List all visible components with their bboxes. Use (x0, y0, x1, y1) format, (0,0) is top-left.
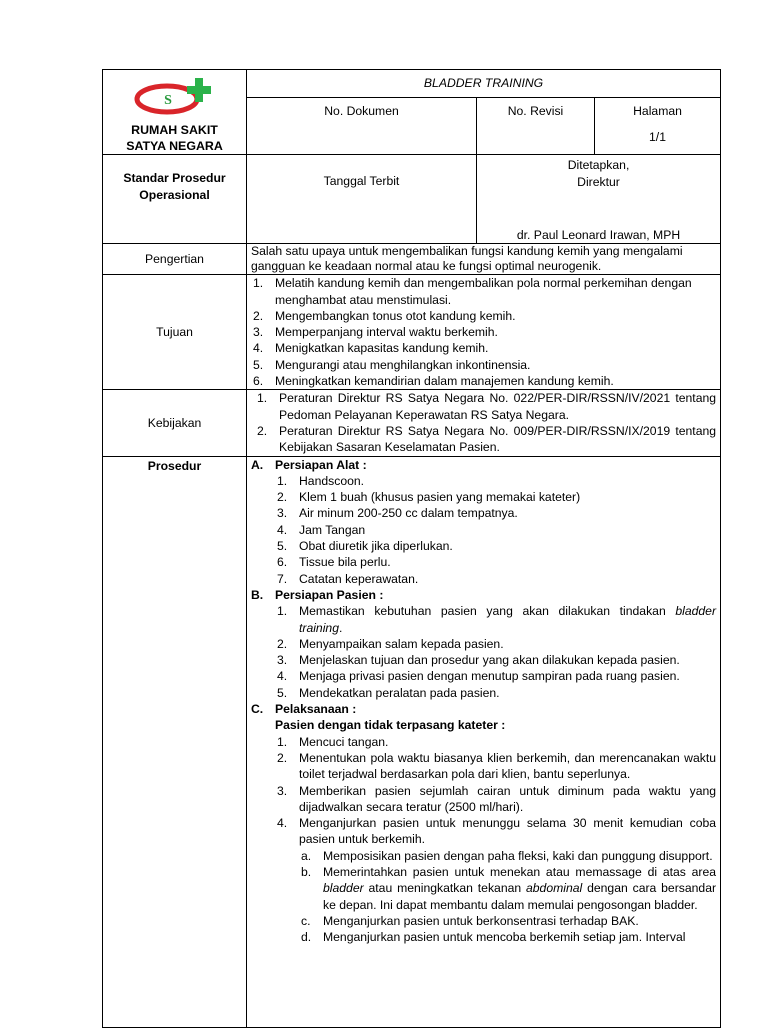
no-dokumen-label: No. Dokumen (324, 104, 399, 119)
section-c-list (251, 734, 716, 946)
hospital-cell (103, 70, 247, 155)
list-item: 3. Menjelaskan tujuan dan prosedur yang akan dilakukan kepada pasien. (277, 653, 680, 668)
list-item: 6. Tissue bila perlu. (277, 555, 391, 570)
list-item: a. Memposisikan pasien dengan paha fleksi, kaki dan punggung disupport. (301, 848, 713, 863)
section-c-sublist (299, 848, 716, 946)
list-item: 2. Klem 1 buah (khusus pasien yang memakai kateter) (277, 490, 581, 505)
prosedur-label: Prosedur (103, 456, 247, 1027)
no-dokumen-cell (247, 98, 477, 155)
list-item: 6. Meningkatkan kemandirian dalam manajemen kandung kemih. (253, 374, 614, 389)
hospital-name-line1: RUMAH SAKIT (131, 123, 218, 138)
direktur-label: Direktur (577, 174, 620, 189)
list-item: 4. Jam Tangan (277, 522, 366, 537)
list-item: 4. Menigkatkan kapasitas kandung kemih. (253, 341, 489, 356)
list-item: 3. Air minum 200-250 cc dalam tempatnya. (277, 506, 518, 521)
halaman-value: 1/1 (649, 130, 666, 145)
halaman-cell (595, 98, 721, 155)
tujuan-list (251, 275, 716, 389)
section-b-list (251, 603, 716, 701)
section-c-subtitle: Pasien dengan tidak terpasang kateter : (275, 718, 506, 733)
spo-line1: Standar Prosedur (123, 171, 226, 186)
list-item: 1. Handscoon. (277, 473, 365, 488)
list-item: 5. Mendekatkan peralatan pada pasien. (277, 685, 500, 700)
list-item: 1. Peraturan Direktur RS Satya Negara No. 022/PER-DIR/RSSN/IV/2021 tentang Pedoman Pelayanan Keperawatan RS Satya Negara. (257, 391, 717, 422)
list-item: 7. Catatan keperawatan. (277, 571, 419, 586)
list-item: 4. Menjaga privasi pasien dengan menutup sampiran pada ruang pasien. (277, 669, 680, 684)
list-item: 3. Memberikan pasien sejumlah cairan untuk diminum pada waktu yang dijadwalkan secara teratur (2500 ml/hari). (277, 783, 717, 814)
ditetapkan-label: Ditetapkan, (567, 158, 630, 173)
sop-table (102, 69, 721, 1028)
list-item: 5. Obat diuretik jika diperlukan. (277, 539, 453, 554)
kebijakan-label: Kebijakan (103, 390, 247, 456)
tanggal-terbit-label: Tanggal Terbit (247, 155, 477, 244)
spo-cell (103, 155, 247, 244)
pengertian-label: Pengertian (103, 244, 247, 275)
hospital-logo-icon (129, 76, 221, 116)
section-a-list (251, 473, 716, 587)
list-item: 4. Menganjurkan pasien untuk menunggu selama 30 menit kemudian coba pasien untuk berkemih. a. Memposisikan pasien dengan paha fleksi, kaki dan punggung disupport. b. Memerintahkan pasien untuk menekan atau memassage di atas area bladder atau meningkatkan tekanan abdominal dengan cara bersandar ke depan. Ini dapat membantu dalam memulai pengosongan bladder. c. Menganjurkan pasien untuk berkonsentrasi terhadap BAK. d. Menganjurkan pasien untuk mencoba berkemih setiap jam. Interval (277, 816, 717, 945)
list-item: 1. Memastikan kebutuhan pasien yang akan dilakukan tindakan bladder training. (277, 604, 717, 635)
list-item: 2. Menyampaikan salam kepada pasien. (277, 636, 504, 651)
list-item: 2. Mengembangkan tonus otot kandung kemih. (253, 308, 516, 323)
logo-letter: S (163, 93, 172, 108)
hospital-logo (107, 70, 242, 120)
spo-line2: Operasional (139, 187, 210, 202)
list-item: 1. Mencuci tangan. (277, 734, 389, 749)
sop-document (102, 69, 720, 1028)
pengertian-text: Salah satu upaya untuk mengembalikan fungsi kandung kemih yang mengalami gangguan ke keadaan normal atau ke fungsi optimal neurogenik. (247, 244, 721, 275)
list-item: 3. Memperpanjang interval waktu berkemih. (253, 325, 498, 340)
kebijakan-content (247, 390, 721, 456)
section-a-heading: A. Persiapan Alat : (251, 457, 367, 472)
kebijakan-list (255, 390, 716, 455)
list-item: 5. Mengurangi atau menghilangkan inkontinensia. (253, 357, 531, 372)
list-item: 1. Melatih kandung kemih dan mengembalikan pola normal perkemihan dengan menghambat atau menstimulasi. (253, 276, 692, 307)
list-item: 2. Menentukan pola waktu biasanya klien berkemih, dan merencanakan waktu toilet terjadwal berdasarkan pola dari klien, bantu seperlunya. (277, 750, 717, 782)
tujuan-label: Tujuan (103, 275, 247, 390)
list-item: b. Memerintahkan pasien untuk menekan atau memassage di atas area bladder atau meningkatkan tekanan abdominal dengan cara bersandar ke depan. Ini dapat membantu dalam memulai pengosongan bladder. (301, 864, 717, 912)
list-item: d. Menganjurkan pasien untuk mencoba berkemih setiap jam. Interval (301, 930, 686, 945)
list-item: 2. Peraturan Direktur RS Satya Negara No. 009/PER-DIR/RSSN/IX/2019 tentang Kebijakan Sasaran Keselamatan Pasien. (257, 423, 717, 455)
section-c-heading: C. Pelaksanaan : (251, 702, 357, 717)
tujuan-content (247, 275, 721, 390)
no-revisi-cell (477, 98, 595, 155)
no-revisi-label: No. Revisi (507, 104, 564, 119)
prosedur-content (247, 456, 721, 1027)
hospital-name-line2: SATYA NEGARA (126, 139, 223, 154)
hospital-name (107, 122, 242, 154)
list-item: c. Menganjurkan pasien untuk berkonsentrasi terhadap BAK. (301, 913, 639, 928)
document-title: BLADDER TRAINING (247, 70, 721, 98)
signatory-name: dr. Paul Leonard Irawan, MPH (516, 228, 681, 242)
ditetapkan-cell (477, 155, 721, 244)
section-b-heading: B. Persiapan Pasien : (251, 587, 384, 602)
halaman-label: Halaman (633, 104, 682, 119)
